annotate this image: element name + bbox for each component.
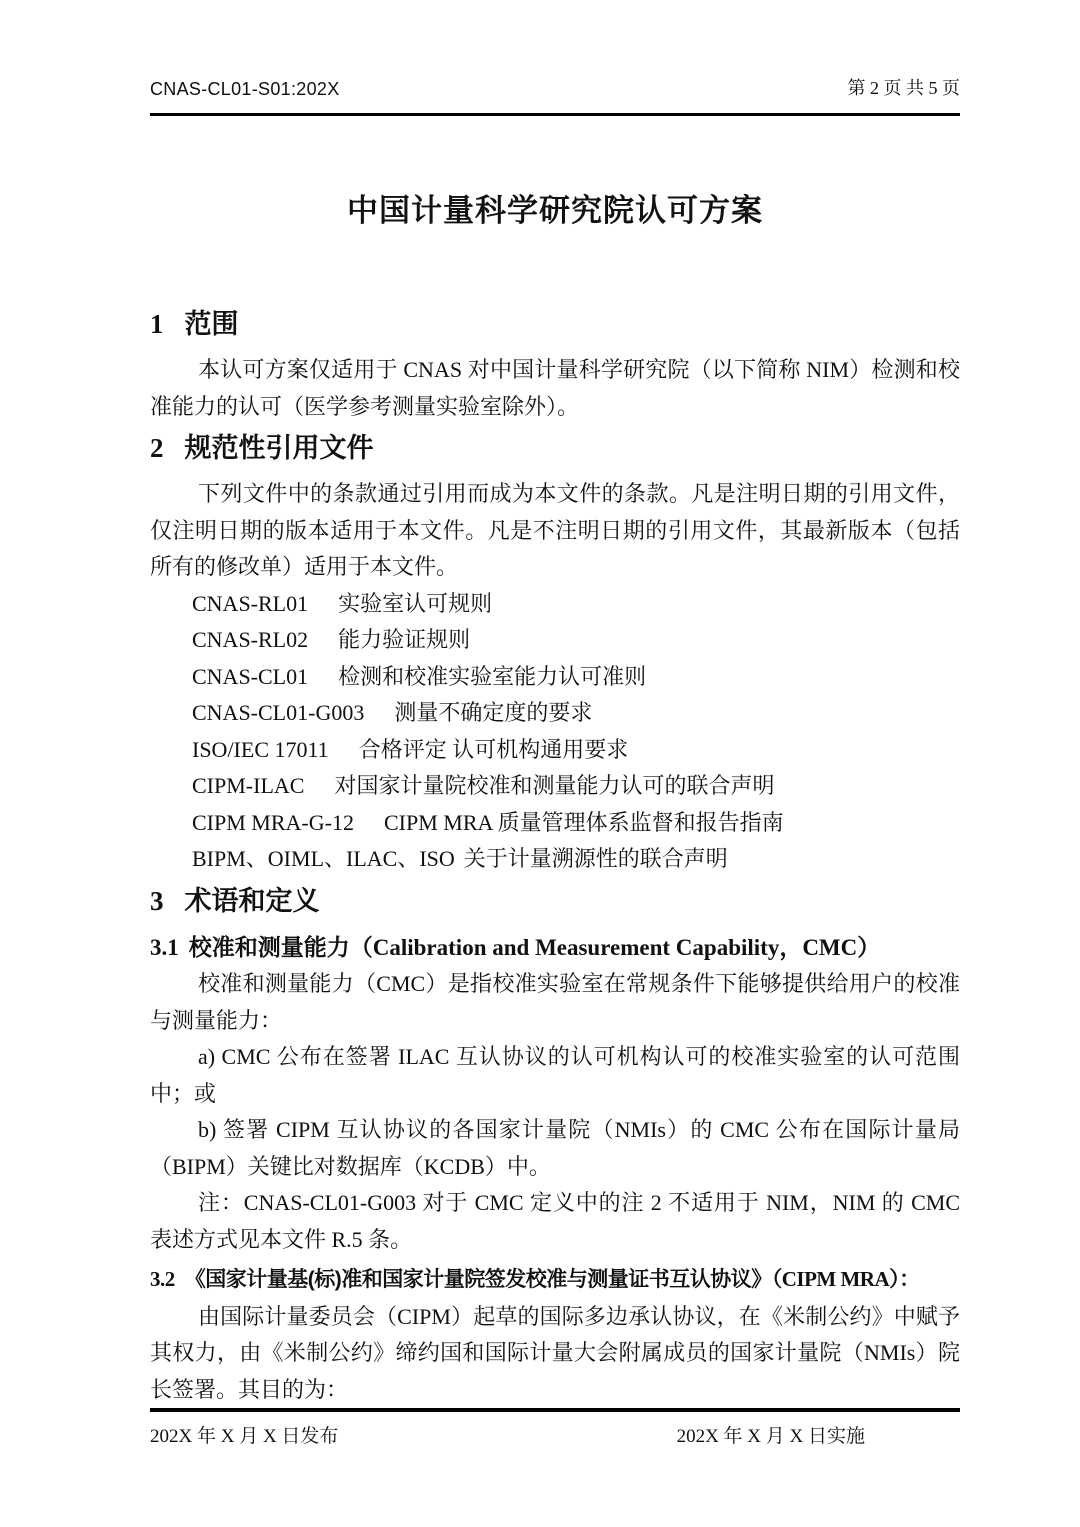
reference-code: CNAS-RL01 <box>192 590 309 616</box>
reference-item <box>192 732 960 769</box>
section-1-title: 范围 <box>184 309 239 339</box>
section-3-2-title-en: （CIPM MRA）： <box>771 1267 920 1291</box>
reference-name: 合格评定 认可机构通用要求 <box>358 736 629 762</box>
section-3-2-number: 3.2 <box>150 1267 175 1291</box>
reference-code: CNAS-CL01 <box>192 663 309 689</box>
reference-item <box>192 695 960 732</box>
reference-code: CNAS-RL02 <box>192 627 309 652</box>
section-3-1-title-zh: 校准和测量能力 <box>188 933 350 960</box>
reference-name: 对国家计量院校准和测量能力认可的联合声明 <box>334 773 775 798</box>
section-3-1-heading <box>150 929 960 967</box>
section-3-1-number: 3.1 <box>150 934 179 960</box>
reference-item <box>192 768 960 805</box>
section-3-1-item-a: a) CMC 公布在签署 ILAC 互认协议的认可机构认可的校准实验室的认可范围中；或 <box>150 1044 960 1106</box>
section-2-heading <box>150 428 960 468</box>
reference-item <box>192 622 960 659</box>
reference-code: BIPM、OIML、ILAC、ISO <box>192 846 455 871</box>
section-3-1-note: 注：CNAS-CL01-G003 对于 CMC 定义中的注 2 不适用于 NIM，NIM 的 CMC 表述方式见本文件 R.5 条。 <box>150 1190 960 1252</box>
section-3-heading <box>150 881 960 921</box>
reference-name: CIPM MRA 质量管理体系监督和报告指南 <box>383 809 784 835</box>
section-3-1-title-en: （Calibration and Measurement Capability，CMC） <box>349 934 881 960</box>
header-page-number: 第 2 页 共 5 页 <box>847 78 960 98</box>
document-body <box>150 110 960 1408</box>
reference-item <box>192 586 960 623</box>
reference-item <box>192 659 960 696</box>
reference-name: 实验室认可规则 <box>338 590 493 616</box>
section-3-2-heading <box>150 1261 960 1299</box>
section-3-title: 术语和定义 <box>184 885 320 916</box>
section-3-2-paragraph: 由国际计量委员会（CIPM）起草的国际多边承认协议，在《米制公约》中赋予其权力，由《米制公约》缔约国和国际计量大会附属成员的国家计量院（NMIs）院长签署。其目的为： <box>150 1303 960 1402</box>
document-title: 中国计量科学研究院认可方案 <box>347 193 763 228</box>
references-list <box>192 586 960 878</box>
reference-name: 检测和校准实验室能力认可准则 <box>338 663 647 689</box>
section-3-1-item-b: b) 签署 CIPM 互认协议的各国家计量院（NMIs）的 CMC 公布在国际计量局（BIPM）关键比对数据库（KCDB）中。 <box>150 1117 960 1179</box>
section-1-number: 1 <box>150 309 164 339</box>
page-footer <box>150 1408 960 1448</box>
reference-name: 关于计量溯源性的联合声明 <box>463 846 728 871</box>
reference-code: ISO/IEC 17011 <box>192 736 329 762</box>
section-2-paragraph: 下列文件中的条款通过引用而成为本文件的条款。凡是注明日期的引用文件，仅注明日期的版本适用于本文件。凡是不注明日期的引用文件，其最新版本（包括所有的修改单）适用于本文件。 <box>150 481 960 579</box>
header-doc-code: CNAS-CL01-S01:202X <box>150 79 340 99</box>
reference-item <box>192 841 960 878</box>
reference-name: 测量不确定度的要求 <box>394 700 593 725</box>
section-1-heading <box>150 304 960 344</box>
reference-code: CIPM-ILAC <box>192 773 305 798</box>
section-3-1-paragraph: 校准和测量能力（CMC）是指校准实验室在常规条件下能够提供给用户的校准与测量能力： <box>150 971 960 1033</box>
reference-name: 能力验证规则 <box>338 627 471 652</box>
section-1-paragraph: 本认可方案仅适用于 CNAS 对中国计量科学研究院（以下简称 NIM）检测和校准能力的认可（医学参考测量实验室除外）。 <box>150 357 960 419</box>
reference-code: CIPM MRA-G-12 <box>192 809 354 835</box>
reference-item <box>192 805 960 842</box>
section-3-2-title-zh: 《国家计量基(标)准和国家计量院签发校准与测量证书互认协议》 <box>184 1268 772 1291</box>
section-2-number: 2 <box>150 433 164 463</box>
section-3-number: 3 <box>150 885 164 916</box>
footer-implement-date: 202X 年 X 月 X 日实施 <box>676 1426 865 1447</box>
section-2-title: 规范性引用文件 <box>184 433 374 463</box>
footer-release-date: 202X 年 X 月 X 日发布 <box>150 1426 339 1447</box>
reference-code: CNAS-CL01-G003 <box>192 700 365 725</box>
